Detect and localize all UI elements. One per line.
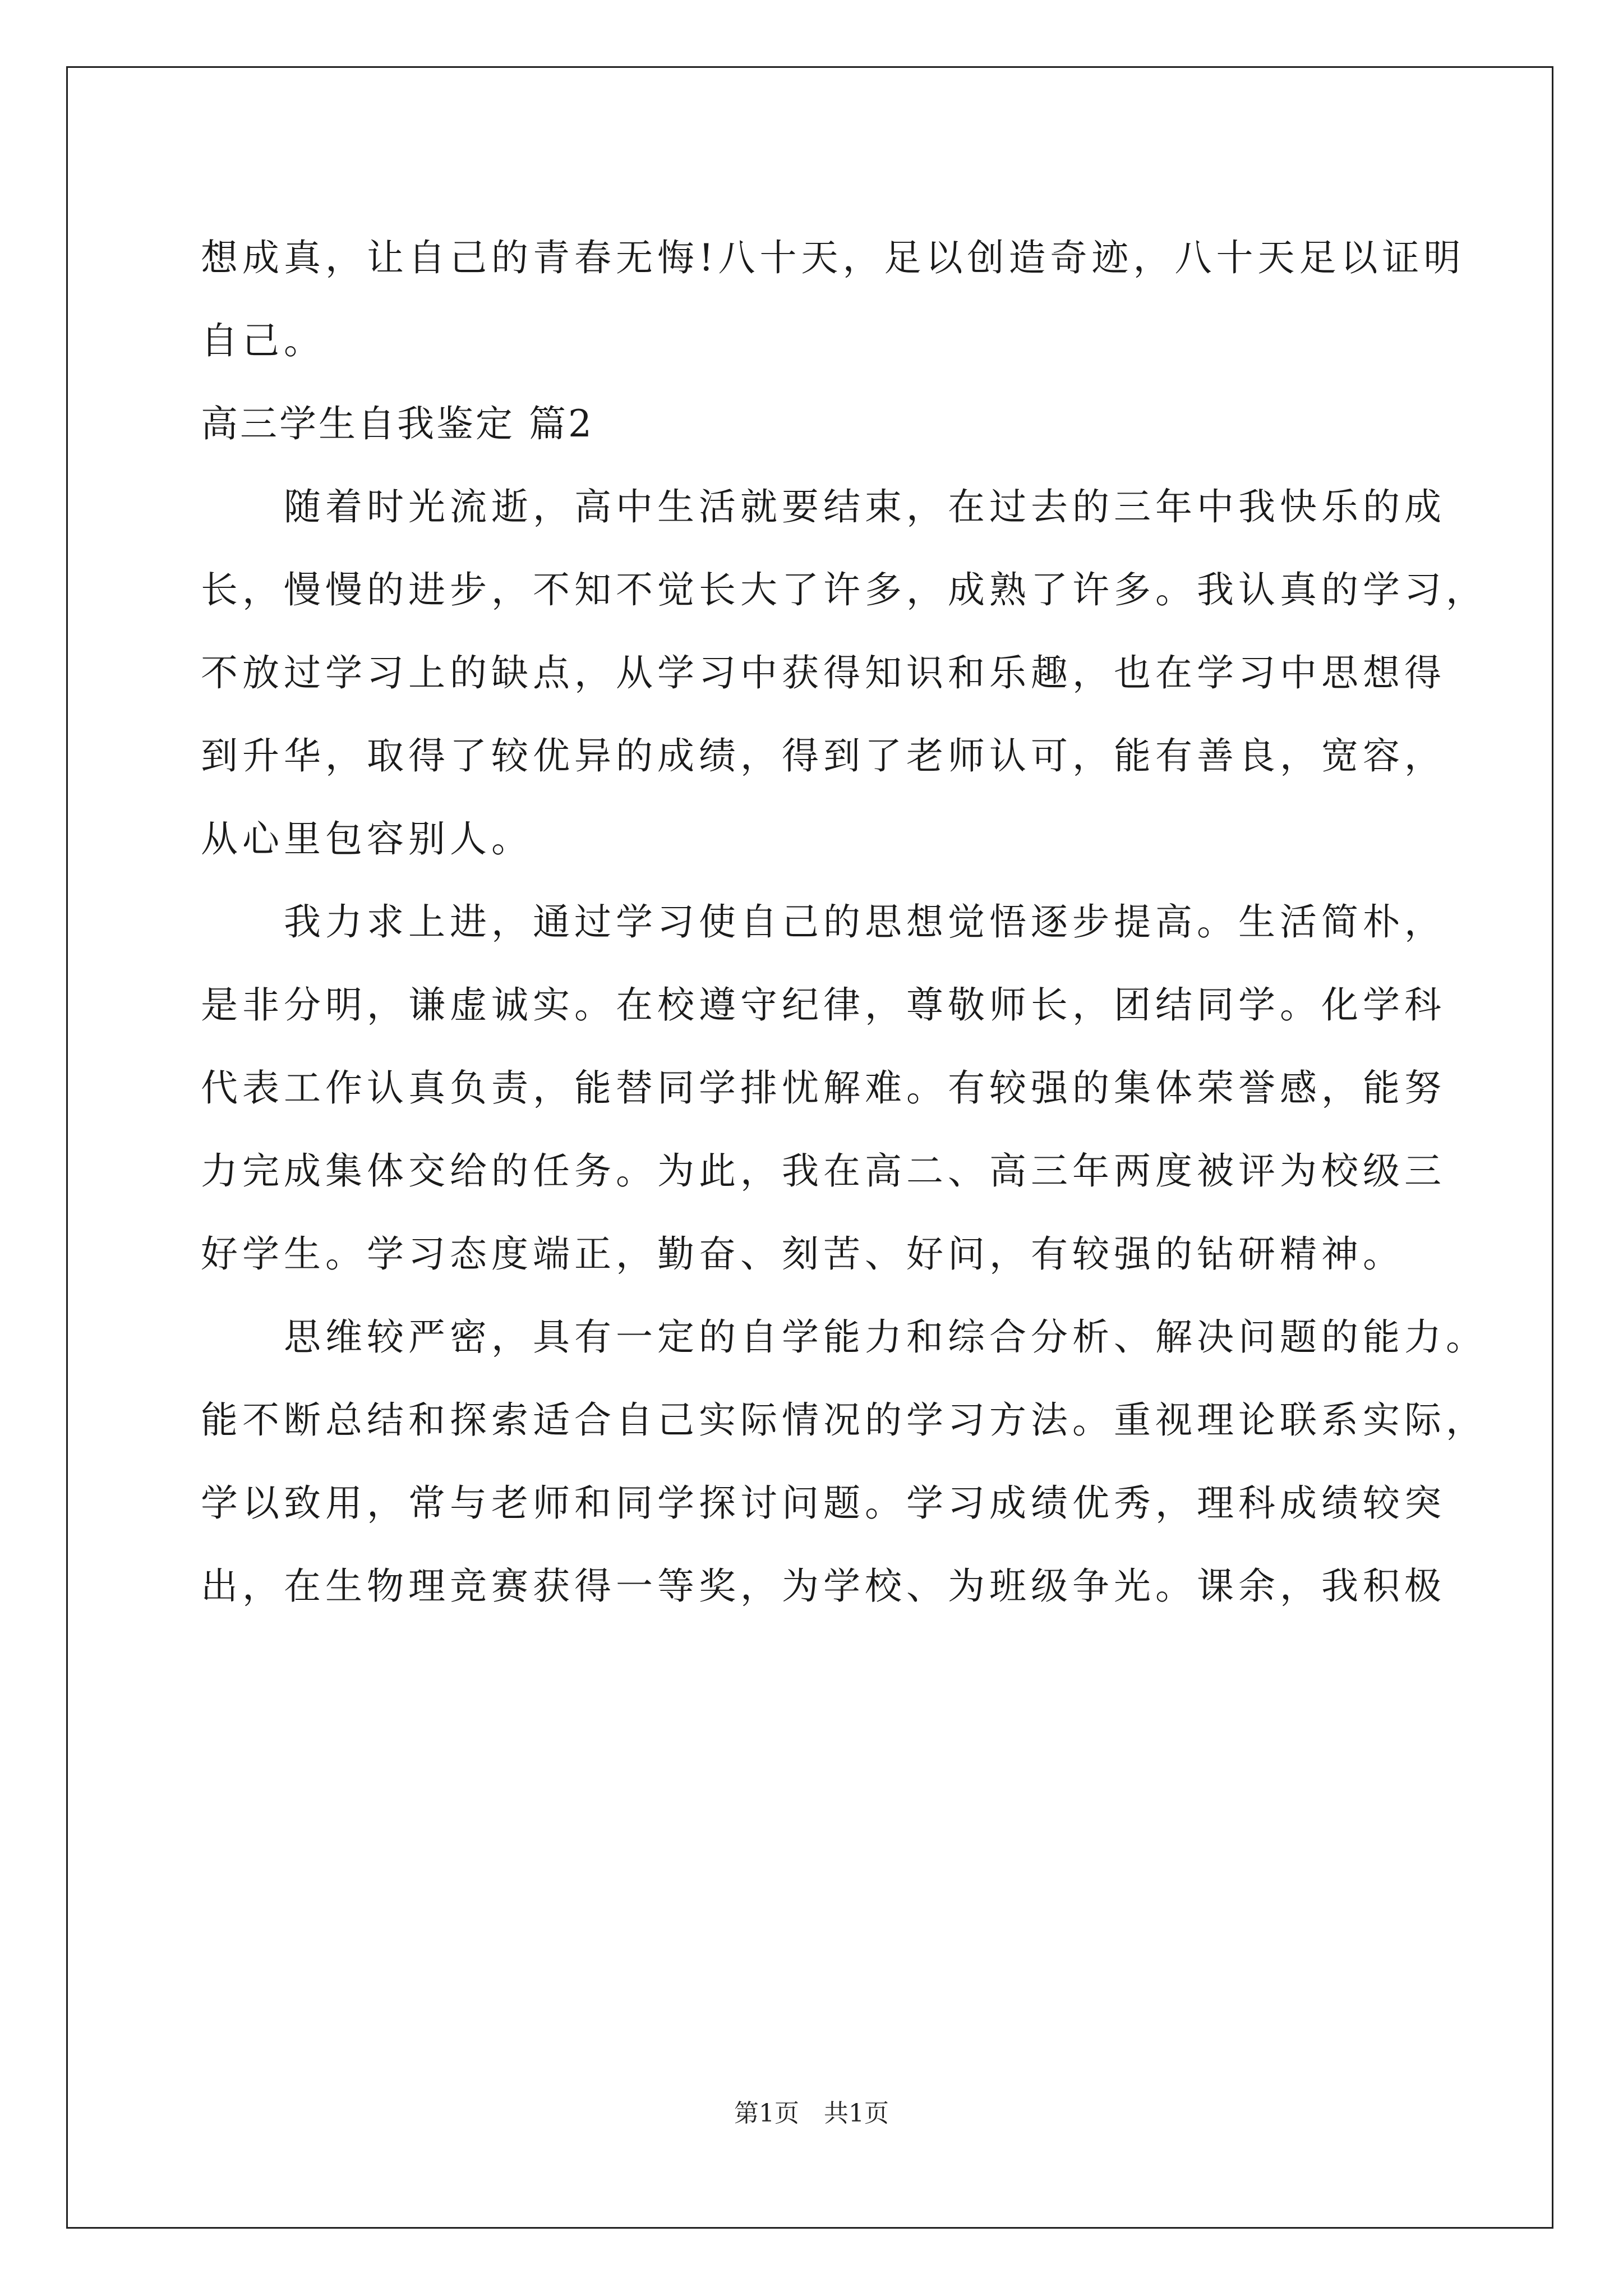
text-line: 想成真，让自己的青春无悔!八十天，足以创造奇迹，八十天足以证明 xyxy=(201,236,1465,279)
text-line: 出，在生物理竞赛获得一等奖，为学校、为班级争光。课余，我积极 xyxy=(201,1565,1446,1608)
text-line: 是非分明，谦虚诚实。在校遵守纪律，尊敬师长，团结同学。化学科 xyxy=(201,983,1446,1027)
paragraph-3 xyxy=(201,1296,1487,1628)
text-line: 思维较严密，具有一定的自学能力和综合分析、解决问题的能力。 xyxy=(284,1315,1487,1359)
text-line: 自己。 xyxy=(201,319,325,362)
text-line: 我力求上进，通过学习使自己的思想觉悟逐步提高。生活简朴， xyxy=(284,900,1446,944)
document-body xyxy=(201,217,1487,1628)
text-line: 代表工作认真负责，能替同学排忧解难。有较强的集体荣誉感，能努 xyxy=(201,1066,1446,1110)
section-heading: 高三学生自我鉴定 篇2 xyxy=(201,402,594,445)
text-line: 从心里包容别人。 xyxy=(201,817,533,861)
text-line: 好学生。学习态度端正，勤奋、刻苦、好问，有较强的钻研精神。 xyxy=(201,1232,1404,1276)
paragraph-2 xyxy=(201,881,1446,1296)
text-line: 力完成集体交给的任务。为此，我在高二、高三年两度被评为校级三 xyxy=(201,1149,1446,1193)
text-line: 能不断总结和探索适合自己实际情况的学习方法。重视理论联系实际， xyxy=(201,1398,1487,1442)
page-number-footer: 第1页 共1页 xyxy=(734,2099,889,2128)
text-line: 学以致用，常与老师和同学探讨问题。学习成绩优秀，理科成绩较突 xyxy=(201,1481,1446,1525)
text-line: 到升华，取得了较优异的成绩，得到了老师认可，能有善良，宽容， xyxy=(201,734,1446,777)
paragraph-1 xyxy=(201,466,1487,881)
text-line: 长，慢慢的进步，不知不觉长大了许多，成熟了许多。我认真的学习， xyxy=(201,568,1487,611)
text-line: 随着时光流逝，高中生活就要结束，在过去的三年中我快乐的成 xyxy=(284,485,1446,528)
text-line: 不放过学习上的缺点，从学习中获得知识和乐趣，也在学习中思想得 xyxy=(201,651,1446,694)
